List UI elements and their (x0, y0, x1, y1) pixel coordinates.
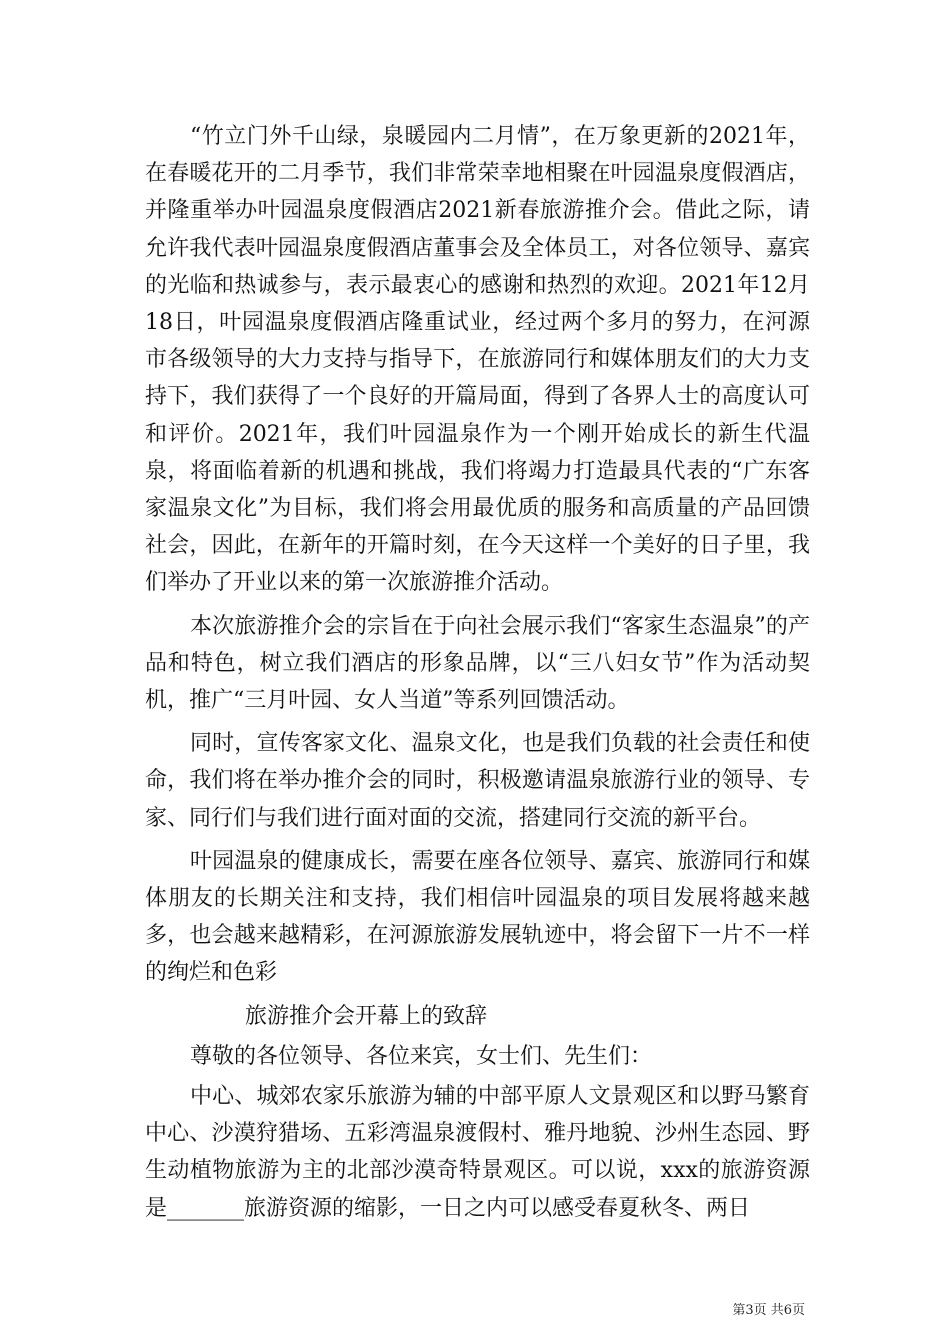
paragraph-1: “竹立门外千山绿，泉暖园内二月情”，在万象更新的2021年，在春暖花开的二月季节，我们非常荣幸地相聚在叶园温泉度假酒店，并隆重举办叶园温泉度假酒店2021新春旅游推介会。借此之际，请允许我代表叶园温泉度假酒店董事会及全体员工，对各位领导、嘉宾的光临和热诚参与，表示最衷心的感谢和热烈的欢迎。2021年12月18日，叶园温泉度假酒店隆重试业，经过两个多月的努力，在河源市各级领导的大力支持与指导下，在旅游同行和媒体朋友们的大力支持下，我们获得了一个良好的开篇局面，得到了各界人士的高度认可和评价。2021年，我们叶园温泉作为一个刚开始成长的新生代温泉，将面临着新的机遇和挑战，我们将竭力打造最具代表的“广东客家温泉文化”为目标，我们将会用最优质的服务和高质量的产品回馈社会，因此，在新年的开篇时刻，在今天这样一个美好的日子里，我们举办了开业以来的第一次旅游推介活动。 (145, 124, 811, 596)
paragraph-2: 本次旅游推介会的宗旨在于向社会展示我们“客家生态温泉”的产品和特色，树立我们酒店的形象品牌，以“三八妇女节”作为活动契机，推广“三月叶园、女人当道”等系列回馈活动。 (145, 613, 810, 714)
paragraph-4: 叶园温泉的健康成长，需要在座各位领导、嘉宾、旅游同行和媒体朋友的长期关注和支持，我们相信叶园温泉的项目发展将越来越多，也会越来越精彩，在河源旅游发展轨迹中，将会留下一片不一样的绚烂和色彩 (145, 848, 810, 986)
page-number-footer: 第3页 共6页 (732, 1303, 805, 1318)
document-body (145, 118, 810, 1227)
greeting-line: 尊敬的各位领导、各位来宾，女士们、先生们： (190, 1043, 653, 1069)
paragraph-3: 同时，宣传客家文化、温泉文化，也是我们负载的社会责任和使命，我们将在举办推介会的同时，积极邀请温泉旅游行业的领导、专家、同行们与我们进行面对面的交流，搭建同行交流的新平台。 (145, 731, 810, 831)
paragraph-5: 中心、城郊农家乐旅游为辅的中部平原人文景观区和以野马繁育中心、沙漠狩猎场、五彩湾温泉渡假村、雅丹地貌、沙州生态园、野生动植物旅游为主的北部沙漠奇特景观区。可以说，xxx的旅游资源是_______旅游资源的缩影，一日之内可以感受春夏秋冬、两日 (145, 1084, 810, 1221)
speech-subtitle: 旅游推介会开幕上的致辞 (245, 1003, 488, 1029)
